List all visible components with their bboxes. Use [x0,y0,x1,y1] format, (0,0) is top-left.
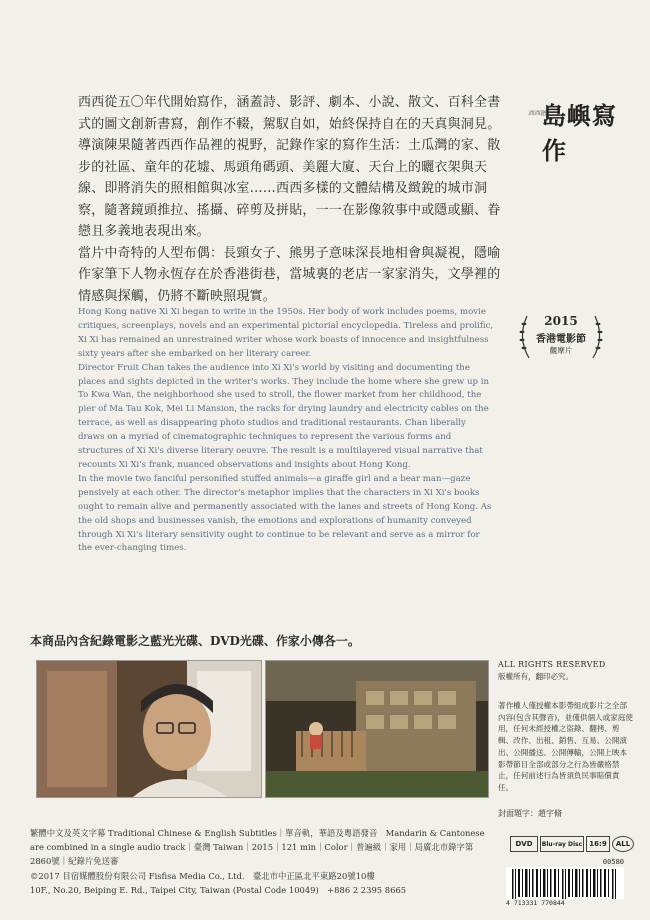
festival-award-laurel [515,312,607,364]
specs-line: 繁體中文及英文字幕 Traditional Chinese & English Subtitles｜單音軌，華語及粵語發音 Mandarin & Cantonese are combined in a single audio track｜臺灣 Taiwan｜2015｜121 min｜Color｜普遍級｜家用｜局廣北市錄字第2860號｜紀錄片免送審 [30,828,485,867]
english-synopsis [78,306,494,556]
copyright-line: ©2017 目宿媒體股份有限公司 Fisfisa Media Co., Ltd. 臺北市中正區北平東路20號10樓 [30,870,375,881]
rights-title: ALL RIGHTS RESERVED [498,660,606,669]
aspect-ratio-badge: 16:9 [586,836,610,852]
rights-notice [498,660,634,794]
calligraphy-title: 島嶼寫作 [542,101,617,165]
format-logos [510,836,640,852]
barcode-catalog-number: 00580 [602,858,624,866]
cover-calligraphy-credit: 封面題字：趙宇脩 [498,809,562,818]
chinese-synopsis [78,92,508,307]
zh-paragraph-3: 當片中奇特的人型布偶：長頸女子、熊男子意味深長地相會與凝視，隱喻作家筆下人物永恆存在於香港街巷，當城裏的老店一家家消失，文學裡的情感與探觸，仍將不斷映照現實。 [78,245,501,304]
barcode-digits: 4 713331 770844 [506,899,565,907]
package-contents-note: 本商品內含紀錄電影之藍光光碟、DVD光碟、作家小傳各一。 [30,634,360,648]
address-line: 10F., No.20, Beiping E. Rd., Taipei City, Taiwan (Postal Code 10049) +886 2 2395 8665 [30,884,407,895]
award-festival-name: 香港電影節 [536,334,586,345]
calligraphy-title-logo [528,96,628,165]
en-paragraph-3: In the movie two fanciful personified stuffed animals—a giraffe girl and a bear man—gaze pensively at each other. The director's metaphor implies that the characters in Xi Xi's books ought to remain alive and permanently associated with the lanes and streets of Hong Kong. As the old shops and businesses vanish, the emotions and explorations of humanity conveyed through Xi Xi's literary sensitivity ought to continue to be relevant and serve as a mirror for the ever-changing times. [78,473,492,554]
award-year: 2015 [544,314,578,328]
calligraphy-signature: 西西題 [528,110,547,117]
bluray-logo-icon: Blu-ray Disc [540,836,584,852]
zh-paragraph-2: 導演陳果隨著西西作品裡的視野，記錄作家的寫作生活：土瓜灣的家、散步的社區、童年的花墟、馬頭角碼頭、美麗大廈、天台上的曬衣架與天線、即將消失的照相館與冰室……西西多樣的文體結構及緻銳的城市洞察，隨著鏡頭推拉、搖攝、碎剪及拼貼，一一在影像敘事中或隱或顯、眷戀且多義地表現出來。 [78,138,501,239]
rights-subtitle: 版權所有，翻印必究。 [498,672,573,681]
technical-specs-footer [30,826,485,897]
en-paragraph-2: Director Fruit Chan takes the audience into Xi Xi's world by visiting and documenting the places and sights depicted in the writer's works. They include the home where she grew up in To Kwa Wan, the neighborhood she used to stroll, the flower market from her childhood, the pier of Ma Tau Kok, Mei Li Mansion, the racks for drying laundry and electricity cables on the terrace, as well as disappearing photo studios and traditional restaurants. Chan liberally draws on a myriad of cinematographic techniques to represent the various forms and structures of Xi Xi's diverse literary oeuvre. The result is a multilayered visual narrative that recounts Xi Xi's frank, nuanced observations and insights about Hong Kong. [78,362,490,470]
award-category: 觀摩片 [549,346,573,355]
still-photo-writer [36,660,262,798]
barcode [506,858,624,908]
en-paragraph-1: Hong Kong native Xi Xi began to write in the 1950s. Her body of work includes poems, movie critiques, screenplays, novels and an experimental pictorial encyclopedia. Tireless and prolific, Xi Xi has remained an unrestrained writer whose work boasts of innocence and insightfulness sixty years after she embarked on her literary career. [78,307,494,359]
zh-paragraph-1: 西西從五〇年代開始寫作，涵蓋詩、影評、劇本、小說、散文、百科全書式的圖文創新書寫，創作不輟，駕馭自如，始終保持自在的天真與洞見。 [78,95,501,132]
region-all-badge: ALL [612,836,634,852]
dvd-logo-icon: DVD [510,836,538,852]
rights-body: 著作權人僅授權本影帶組成影片之全部內容(包含其聲音)，並僅供個人或家庭使用，任何未經授權之盜錄、翻拷、剪輯、改作、出租、銷售、互易、公開演出、公開播送、公開傳輸，公開上映本影帶節目全部或部分之行為皆嚴格禁止，任何前述行為皆須負民事賠償責任。 [498,701,634,792]
still-photo-miniature-building [265,660,489,798]
